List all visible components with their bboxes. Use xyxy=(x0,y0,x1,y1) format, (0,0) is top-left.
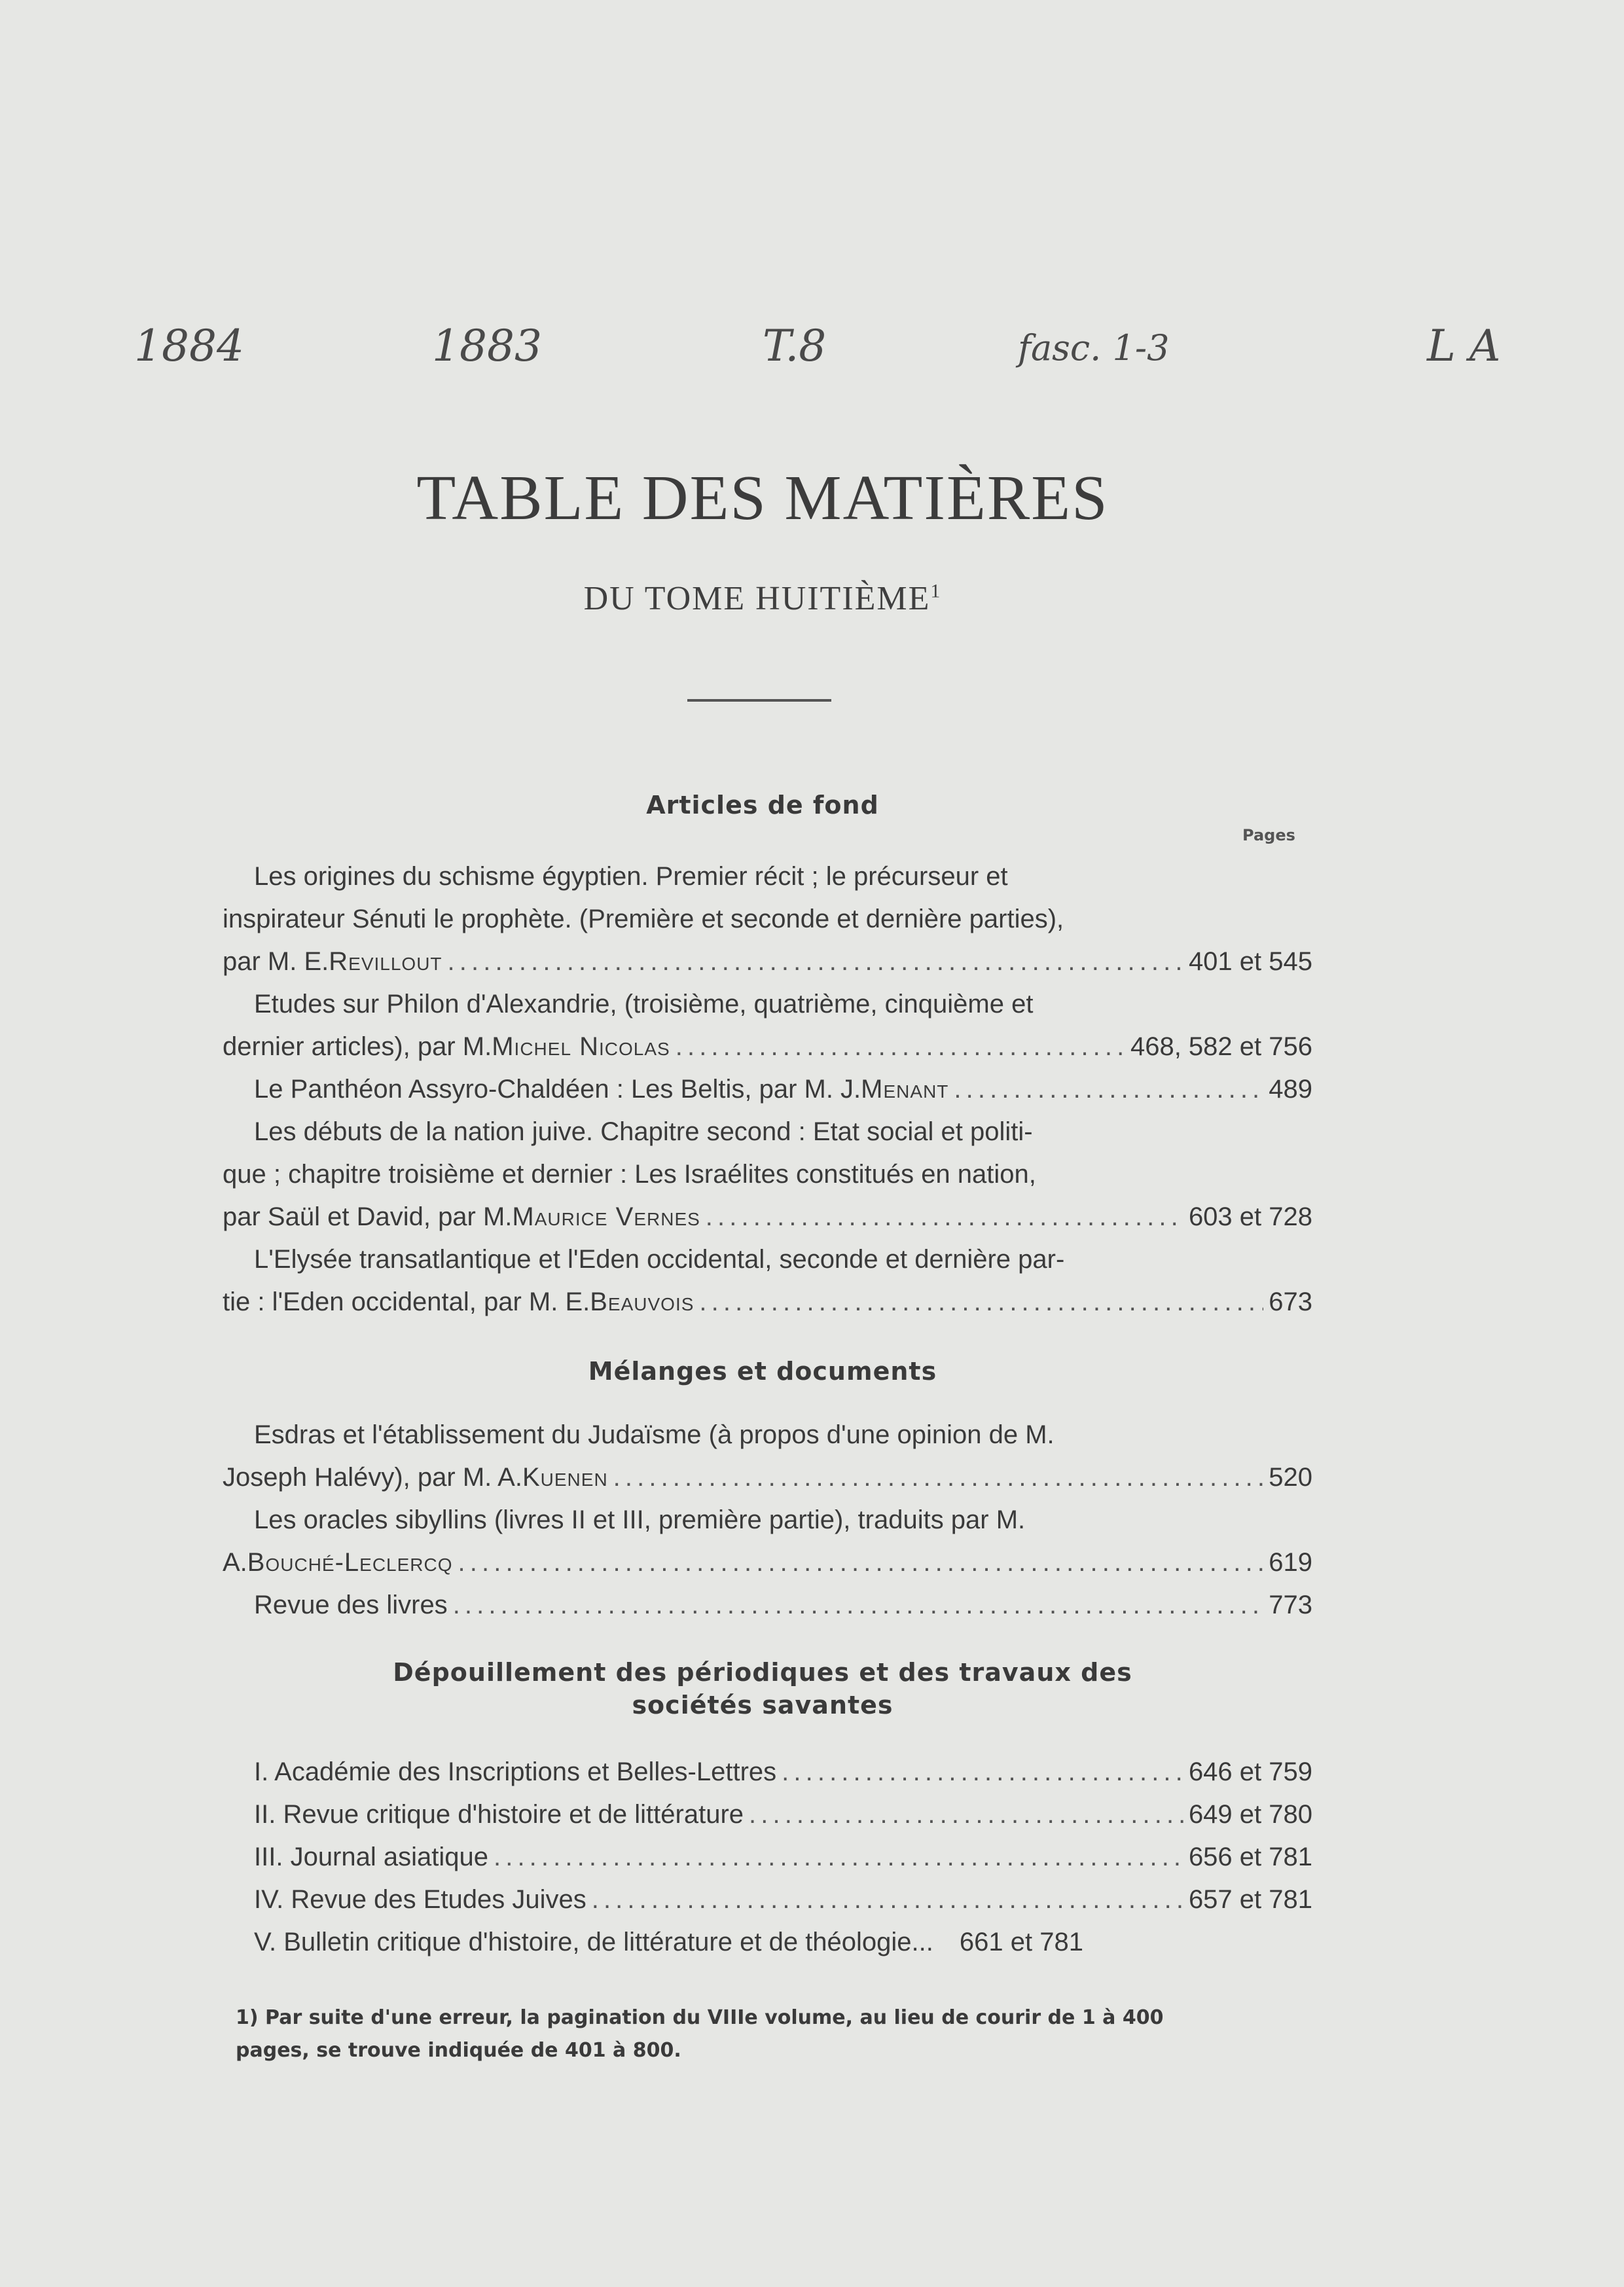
entry-pages: 619 xyxy=(1269,1548,1312,1577)
page-subtitle xyxy=(0,579,1525,618)
toc-entry xyxy=(223,1414,1312,1499)
entry-pages: 656 et 781 xyxy=(1188,1843,1312,1871)
entry-line: par Saül et David, par M. Maurice Vernes . . . 603 et 728 xyxy=(223,1196,1312,1238)
dot-leader xyxy=(954,1068,1263,1111)
entry-line: II. Revue critique d'histoire et de littérature . . . 649 et 780 xyxy=(223,1793,1312,1836)
dot-leader xyxy=(458,1541,1264,1584)
entry-line: A. Bouché-Leclercq . . . 619 xyxy=(223,1541,1312,1584)
entry-line: Esdras et l'établissement du Judaïsme (à propos d'une opinion de M. xyxy=(254,1420,1055,1449)
entry-line: Les oracles sibyllins (livres II et III, première partie), traduits par M. xyxy=(254,1505,1026,1534)
entry-pages: 468, 582 et 756 xyxy=(1130,1032,1312,1061)
dot-leader xyxy=(613,1456,1264,1499)
dot-leader xyxy=(699,1281,1263,1324)
entry-line: III. Journal asiatique . . . 656 et 781 xyxy=(223,1836,1312,1879)
section-heading-depouillement xyxy=(0,1656,1525,1721)
entry-pages: 649 et 780 xyxy=(1188,1800,1312,1829)
dot-leader xyxy=(676,1026,1125,1068)
toc-entry xyxy=(223,983,1312,1068)
toc-entry xyxy=(223,855,1312,983)
dot-leader xyxy=(782,1751,1183,1793)
entry-author: Maurice Vernes xyxy=(512,1202,700,1231)
toc-entry xyxy=(223,1111,1312,1238)
entry-line: V. Bulletin critique d'histoire, de littérature et de théologie... 661 et 781 xyxy=(223,1921,1312,1964)
entry-line: tie : l'Eden occidental, par M. E. Beauvois . . . 673 xyxy=(223,1281,1312,1324)
dot-leader xyxy=(592,1879,1183,1921)
toc-entry xyxy=(223,1499,1312,1584)
entry-pages: 603 et 728 xyxy=(1188,1202,1312,1231)
footnote-marker: 1 xyxy=(930,580,942,602)
entry-pages: 646 et 759 xyxy=(1188,1757,1312,1786)
entry-pages: 489 xyxy=(1269,1075,1312,1104)
toc-entry xyxy=(223,1584,1312,1627)
entry-line: Etudes sur Philon d'Alexandrie, (troisième, quatrième, cinquième et xyxy=(254,990,1034,1018)
pages-column-label: Pages xyxy=(1242,826,1295,844)
section-heading-articles: Articles de fond xyxy=(646,791,879,819)
entry-pages: 520 xyxy=(1269,1463,1312,1492)
entry-author: Revillout xyxy=(329,947,442,976)
footnote-line: pages, se trouve indiquée de 401 à 800. xyxy=(236,2039,681,2062)
entry-line: Les origines du schisme égyptien. Premier récit ; le précurseur et xyxy=(254,862,1008,891)
handwritten-note-e: L A xyxy=(1427,321,1501,371)
entry-line: Joseph Halévy), par M. A. Kuenen . . . 520 xyxy=(223,1456,1312,1499)
entry-line: I. Académie des Inscriptions et Belles-Lettres . . . 646 et 759 xyxy=(223,1751,1312,1793)
entry-author: Michel Nicolas xyxy=(492,1032,670,1061)
entry-line: L'Elysée transatlantique et l'Eden occidental, seconde et dernière par- xyxy=(254,1245,1065,1274)
dot-leader xyxy=(706,1196,1183,1238)
dot-leader xyxy=(749,1793,1183,1836)
footnote-line: 1) Par suite d'une erreur, la pagination du VIIIe volume, au lieu de courir de 1 à 400 xyxy=(236,2006,1164,2029)
entry-line: IV. Revue des Etudes Juives . . . 657 et 781 xyxy=(223,1879,1312,1921)
handwritten-note-b: 1883 xyxy=(432,321,542,371)
page-title-text: TABLE DES MATIÈRES xyxy=(416,463,1109,533)
entry-line: dernier articles), par M. Michel Nicolas . . . 468, 582 et 756 xyxy=(223,1026,1312,1068)
entry-line: Revue des livres . . . 773 xyxy=(223,1584,1312,1627)
entry-author: Menant xyxy=(861,1075,949,1104)
entry-author: Beauvois xyxy=(590,1288,695,1316)
section-heading-line: Dépouillement des périodiques et des travaux des xyxy=(393,1658,1132,1687)
entry-pages: 657 et 781 xyxy=(1188,1885,1312,1914)
toc-entry xyxy=(223,1068,1312,1111)
handwritten-note-c: T.8 xyxy=(763,321,827,371)
page-subtitle-text: DU TOME HUITIÈME xyxy=(583,580,931,617)
section-heading-line: sociétés savantes xyxy=(632,1691,893,1720)
entry-pages: 401 et 545 xyxy=(1188,947,1312,976)
page-title xyxy=(0,461,1525,535)
title-rule xyxy=(687,699,831,702)
entry-pages: 773 xyxy=(1269,1591,1312,1619)
dot-leader xyxy=(448,941,1183,983)
entry-author: Kuenen xyxy=(522,1463,608,1492)
entry-line: Le Panthéon Assyro-Chaldéen : Les Beltis, par M. J. Menant . . . 489 xyxy=(223,1068,1312,1111)
footnote xyxy=(236,2002,1322,2067)
dot-leader xyxy=(494,1836,1183,1879)
entry-line: Les débuts de la nation juive. Chapitre second : Etat social et politi- xyxy=(254,1117,1033,1146)
entry-line: inspirateur Sénuti le prophète. (Première et seconde et dernière parties), xyxy=(223,905,1064,933)
handwritten-note-d: fasc. 1-3 xyxy=(1018,327,1170,369)
entry-pages: 661 et 781 xyxy=(959,1928,1083,1956)
entry-line: que ; chapitre troisième et dernier : Les Israélites constitués en nation, xyxy=(223,1160,1036,1189)
toc-entry xyxy=(223,1238,1312,1324)
handwritten-note-a: 1884 xyxy=(134,321,244,371)
section-heading-melanges: Mélanges et documents xyxy=(588,1357,937,1386)
entry-author: Bouché-Leclercq xyxy=(247,1548,453,1577)
toc-entry xyxy=(223,1751,1312,1964)
dot-leader xyxy=(453,1584,1264,1627)
entry-pages: 673 xyxy=(1269,1288,1312,1316)
entry-line: par M. E. Revillout . . . 401 et 545 xyxy=(223,941,1312,983)
